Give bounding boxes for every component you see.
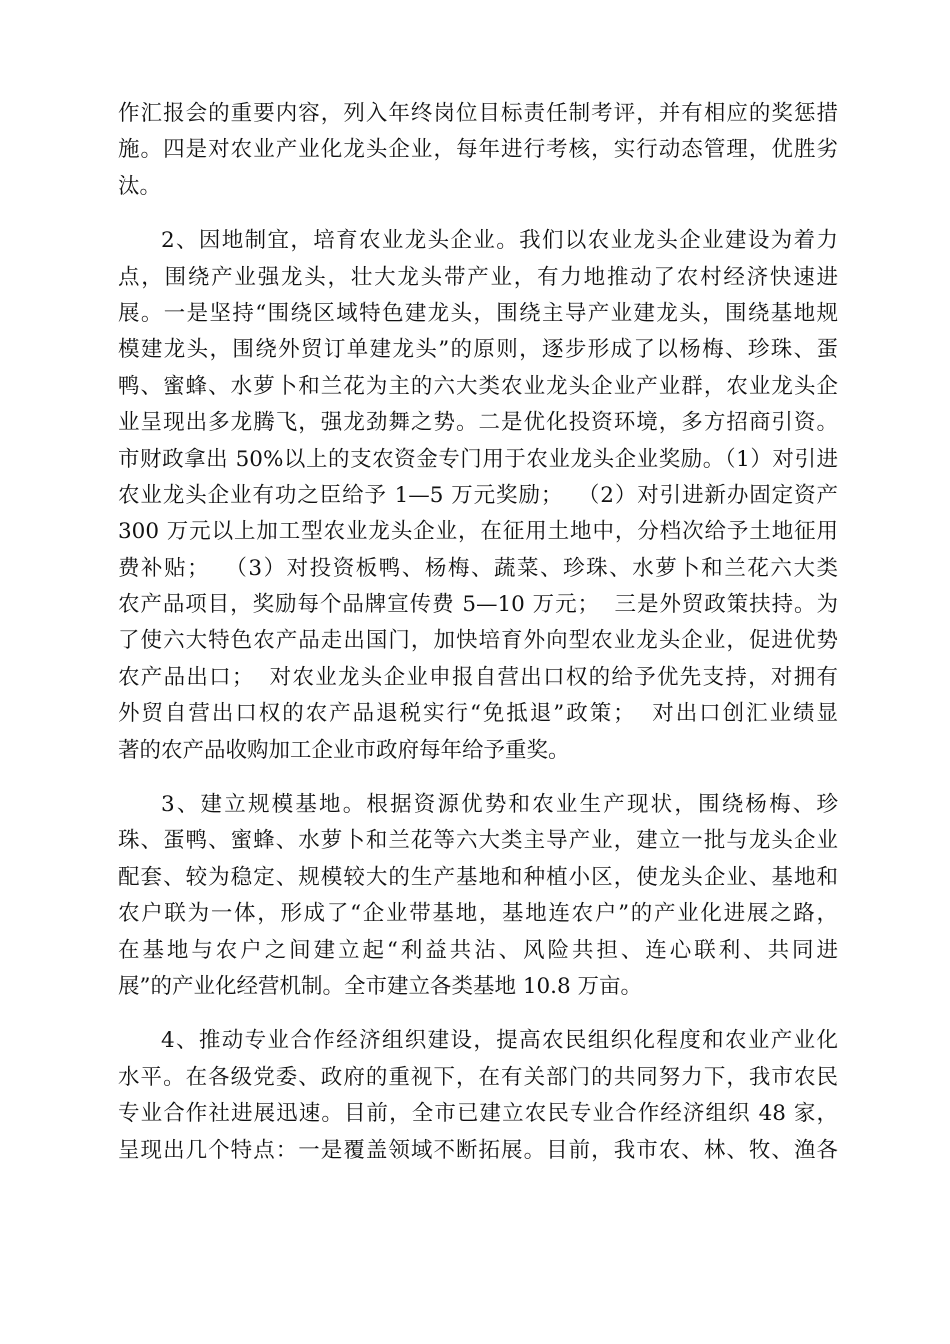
text-line: 鸭、蜜蜂、水萝卜和兰花为主的六大类农业龙头企业产业群，农业龙头企 [118,373,838,399]
text-line: 3、建立规模基地。根据资源优势和农业生产现状，围绕杨梅、珍 [161,792,838,818]
paragraph-4 [118,1023,838,1169]
text-line: 珠、蛋鸭、蜜蜂、水萝卜和兰花等六大类主导产业，建立一批与龙头企业 [118,828,838,854]
text-line: 呈现出几个特点：一是覆盖领域不断拓展。目前，我市农、林、牧、渔各 [118,1137,838,1163]
text-line: 农产品项目，奖励每个品牌宣传费 5—10 万元； 三是外贸政策扶持。为 [118,592,838,618]
text-line: 配套、较为稳定、规模较大的生产基地和种植小区，使龙头企业、基地和 [118,864,838,890]
text-line: 2、因地制宜，培育农业龙头企业。我们以农业龙头企业建设为着力 [161,228,838,254]
text-line: 展”的产业化经营机制。全市建立各类基地 10.8 万亩。 [118,973,643,999]
text-line: 4、推动专业合作经济组织建设，提高农民组织化程度和农业产业化 [161,1028,838,1054]
text-line: 点，围绕产业强龙头，壮大龙头带产业，有力地推动了农村经济快速进 [118,264,838,290]
text-line: 农业龙头企业有功之臣给予 1—5 万元奖励； （2）对引进新办固定资产 [118,482,838,508]
text-line: 在基地与农户之间建立起“利益共沾、风险共担、连心联利、共同进 [118,937,838,963]
text-line: 农产品出口； 对农业龙头企业申报自营出口权的给予优先支持，对拥有 [118,664,838,690]
text-line: 汰。 [118,173,162,199]
text-line: 水平。在各级党委、政府的重视下，在有关部门的共同努力下，我市农民 [118,1064,838,1090]
text-line: 了使六大特色农产品走出国门，加快培育外向型农业龙头企业，促进优势 [118,628,838,654]
text-line: 展。一是坚持“围绕区域特色建龙头，围绕主导产业建龙头，围绕基地规 [118,300,838,326]
text-line: 施。四是对农业产业化龙头企业，每年进行考核，实行动态管理，优胜劣 [118,137,838,163]
text-line: 作汇报会的重要内容，列入年终岗位目标责任制考评，并有相应的奖惩措 [118,101,838,126]
text-line: 专业合作社进展迅速。目前，全市已建立农民专业合作经济组织 48 家， [118,1101,838,1127]
text-line: 模建龙头，围绕外贸订单建龙头”的原则，逐步形成了以杨梅、珍珠、蛋 [118,337,838,363]
text-line: 业呈现出多龙腾飞，强龙劲舞之势。二是优化投资环境，多方招商引资。 [118,410,838,436]
paragraph-2 [118,223,838,769]
text-line: 市财政拿出 50%以上的支农资金专门用于农业龙头企业奖励。（1）对引进 [118,446,838,472]
paragraph-3 [118,787,838,1005]
text-line: 费补贴； （3）对投资板鸭、杨梅、蔬菜、珍珠、水萝卜和兰花六大类 [118,555,838,581]
text-line: 农户联为一体，形成了“企业带基地，基地连农户”的产业化进展之路， [118,901,838,927]
document-page [118,96,838,1169]
text-line: 外贸自营出口权的农产品退税实行“免抵退”政策； 对出口创汇业绩显 [118,701,838,727]
text-line: 300 万元以上加工型农业龙头企业，在征用土地中，分档次给予土地征用 [118,519,838,545]
text-line: 著的农产品收购加工企业市政府每年给予重奖。 [118,737,570,763]
paragraph-1 [118,96,838,205]
